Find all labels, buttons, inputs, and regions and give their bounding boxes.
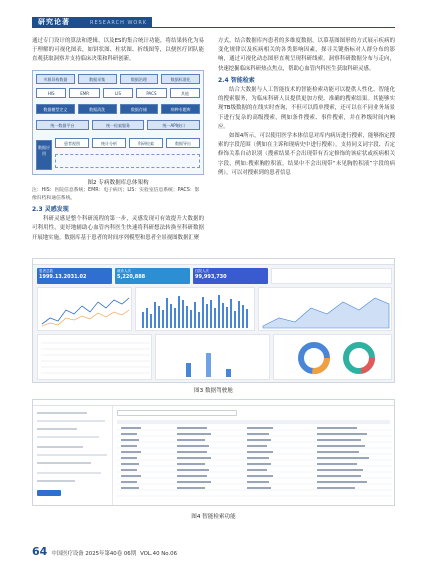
bar-panel-small — [155, 334, 270, 380]
arch-app-frame — [55, 154, 200, 168]
arch-box: 病种专题库 — [161, 104, 200, 114]
header-rule — [152, 27, 395, 28]
section-title-en: RESEARCH WORK — [90, 20, 148, 26]
arch-box: 数据标准化 — [161, 74, 200, 84]
bar-chart-small — [156, 335, 271, 381]
arch-box: HIS — [36, 88, 66, 98]
arch-box: 统一API接口 — [147, 120, 200, 130]
search-filter-panel — [33, 406, 113, 505]
left-paragraph-intro: 通过专门设计的算法和逻辑，以及ES的集合统计功能，将结果转化为易于理解的可视化图表，如饼状图、柱状图、折线图等，以便医疗团队能直观获取洞察并支持临床决策和科研创新。 — [32, 38, 204, 63]
figure-4-search — [32, 399, 395, 506]
arch-box: 多源异构数据 — [36, 74, 75, 84]
arch-box: 统一检索服务 — [92, 120, 145, 130]
arch-box: 科研检索 — [129, 138, 163, 148]
figure-3-dashboard — [32, 258, 395, 383]
arch-box: 数据存储 — [120, 104, 159, 114]
section-2-4-title: 2.4 智能检索 — [218, 76, 255, 84]
page-footer — [32, 545, 177, 559]
figure-3-caption: 图3 数据驾驶舱 — [194, 388, 233, 394]
arch-box: 患者视图 — [55, 138, 89, 148]
section-2-3 — [32, 203, 204, 243]
right-paragraph-2: 结合大数据与人工智能技术的智能检索功能可以提供人性化、智能化的搜索服务，为临床科研人员提供更加方便、准确的搜索结果。其能够实现TB级数据的在线实时查询，不但可以简单搜索，还可以在不同业务场景下进行复杂的高级搜索，例如条件搜索、事件搜索，并在秒级时间内响应。 — [218, 87, 395, 130]
journal-name: 中国医疗设备 2025年第40卷 06期 — [51, 551, 137, 557]
right-column — [218, 37, 395, 178]
stat-card — [193, 268, 268, 284]
search-button[interactable] — [37, 490, 61, 496]
arch-box: 数据导出 — [166, 138, 200, 148]
stat-label: 患者总数 — [39, 269, 53, 273]
table-lines — [38, 335, 153, 381]
stat-value: 99,993,730 — [195, 274, 227, 280]
search-input[interactable] — [117, 410, 237, 416]
dashboard-panel — [271, 268, 392, 284]
stat-label: 住院人次 — [195, 269, 209, 273]
figure-2-note: 注：HIS：医院信息系统；EMR：电子病历；LIS：实验室信息系统；PACS：影像归档和通信系统。 — [32, 188, 200, 201]
arch-box: 数据模型定义 — [36, 104, 75, 114]
arch-box: 数据治理 — [120, 74, 159, 84]
left-column-top — [32, 37, 204, 65]
arch-box: 其他 — [170, 88, 200, 98]
area-chart — [259, 288, 393, 332]
arch-box: EMR — [69, 88, 99, 98]
pie-panel — [273, 334, 392, 380]
stat-card — [37, 268, 112, 284]
arch-box: 统计分析 — [92, 138, 126, 148]
arch-box: 数据采集 — [78, 74, 117, 84]
figure-2-architecture — [32, 70, 204, 175]
figure-4-caption: 图4 智能检索功能 — [191, 514, 236, 520]
stat-card — [115, 268, 190, 284]
line-chart-panel — [37, 287, 132, 331]
bar-chart — [136, 288, 256, 332]
page-number: 64 — [32, 545, 48, 558]
arch-box: PACS — [136, 88, 166, 98]
arch-box: 数据清洗 — [78, 104, 117, 114]
figure-2-caption: 图2 专病数据库总体架构 — [87, 180, 149, 186]
section-2-3-title: 2.3 灵感发现 — [32, 206, 69, 213]
arch-box: 统一数据平台 — [36, 120, 89, 130]
dashboard-topbar — [33, 259, 394, 265]
line-chart — [38, 288, 133, 332]
stat-value: 1999.13.2031.02 — [39, 274, 87, 280]
arch-side-label: 数据应用 — [36, 140, 52, 170]
right-paragraph-3: 如图4所示，可以使用医学本体信息对库内病历进行搜索，能够指定搜索的字段范围（例如在主诉和现病史中进行搜索），支持同义词字段、否定修饰关系自动识别（搜索结果不会出现带有否定修饰的该症状或疾病相关字段，例如:搜索胸腔积液，结果中不会出现带“未见胸腔积液”字段的病例），可以对搜索到的患者信息 — [218, 133, 395, 176]
stat-value: 5,220,888 — [117, 274, 146, 280]
results-table — [117, 426, 392, 504]
right-paragraph-1: 方式，结合数据库内患者的多维度数据，以慕基图图形的方式展示疾病的变化规律以及疾病相关的各类影响因素，探寻关键指标对人群分布的影响，通过可视化动态图形直观呈现科研线索，洞察科研数据分布与走向，快速挖掘临床科研热点焦点，帮助心血管内科医生获取科研灵感。 — [218, 38, 395, 72]
results-header — [117, 420, 390, 424]
journal-volume: VOL.40 No.06 — [140, 551, 178, 557]
donut-chart — [274, 335, 393, 381]
section-2-3-body: 科研灵感是整个科研流程的第一步，灵感发现可有效提升大数据的可利用性，更好地辅助心血管内科医生快速将科研想法转换至科研数据开展地实施。数据库基于患者的时间序列模型和患者全景视图数据汇聚 — [32, 216, 204, 241]
trend-panel — [258, 287, 392, 331]
section-header-bar — [32, 17, 152, 28]
stat-label: 就诊人次 — [117, 269, 131, 273]
section-title: 研究论著 — [38, 18, 70, 26]
arch-box: LIS — [103, 88, 133, 98]
bar-chart-panel — [135, 287, 255, 331]
table-panel — [37, 334, 152, 380]
